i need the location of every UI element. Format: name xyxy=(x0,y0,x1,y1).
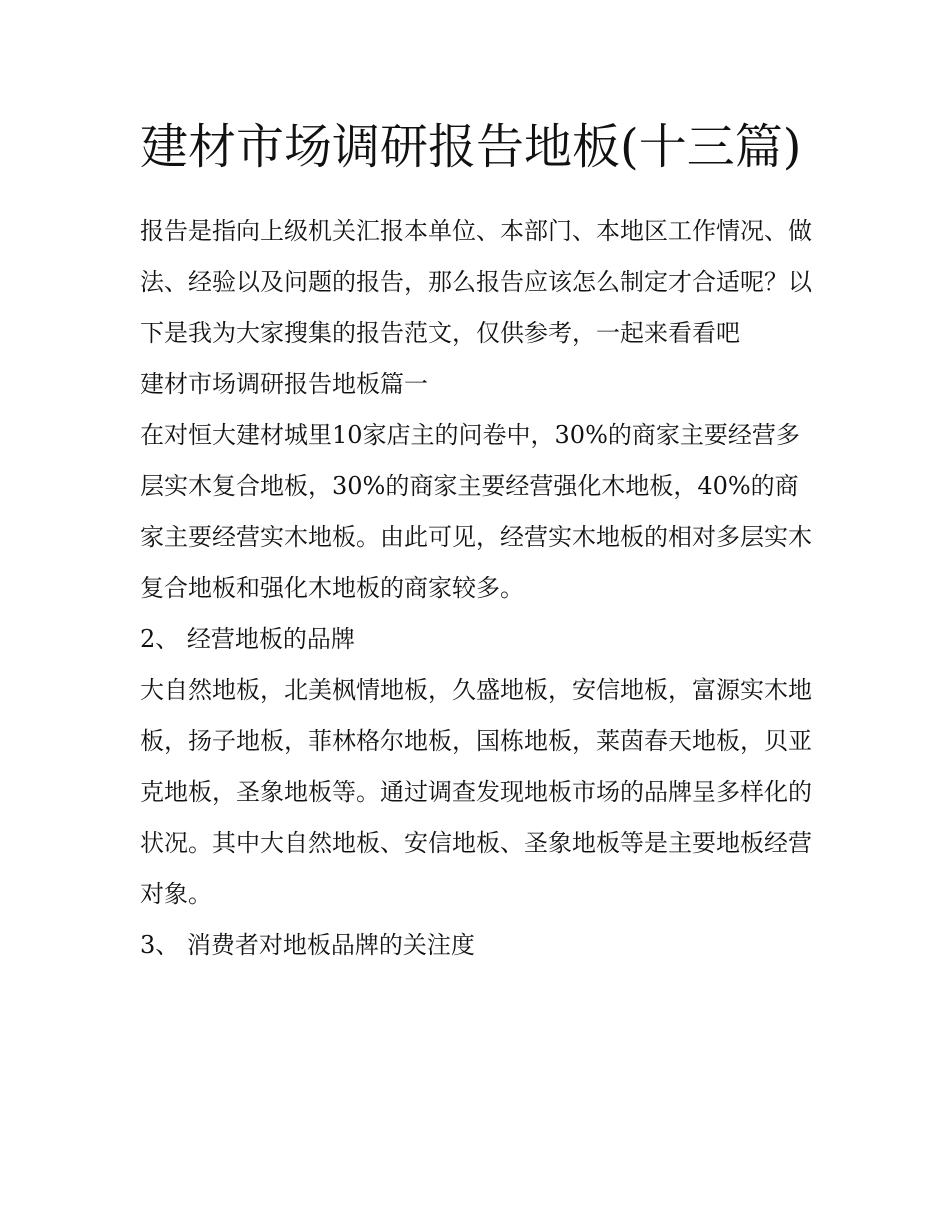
subheading-attention: 3、 消费者对地板品牌的关注度 xyxy=(140,931,475,959)
subheading-brands: 2、 经营地板的品牌 xyxy=(140,625,355,653)
intro-paragraph: 报告是指向上级机关汇报本单位、本部门、本地区工作情况、做法、经验以及问题的报告，那么报告应该怎么制定才合适呢？以下是我为大家搜集的报告范文，仅供参考，一起来看看吧 xyxy=(140,217,812,347)
document-body xyxy=(140,112,812,971)
brands-paragraph: 大自然地板，北美枫情地板，久盛地板，安信地板，富源实木地板，扬子地板，菲林格尔地板，国栋地板，莱茵春天地板，贝亚克地板，圣象地板等。通过调查发现地板市场的品牌呈多样化的状况。其中大自然地板、安信地板、圣象地板等是主要地板经营对象。 xyxy=(140,676,812,908)
survey-paragraph: 在对恒大建材城里10家店主的问卷中，30%的商家主要经营多层实木复合地板，30%的商家主要经营强化木地板，40%的商家主要经营实木地板。由此可见，经营实木地板的相对多层实木复合地板和强化木地板的商家较多。 xyxy=(140,421,812,602)
section-heading: 建材市场调研报告地板篇一 xyxy=(140,370,428,398)
document-title: 建材市场调研报告地板(十三篇) xyxy=(140,119,802,175)
